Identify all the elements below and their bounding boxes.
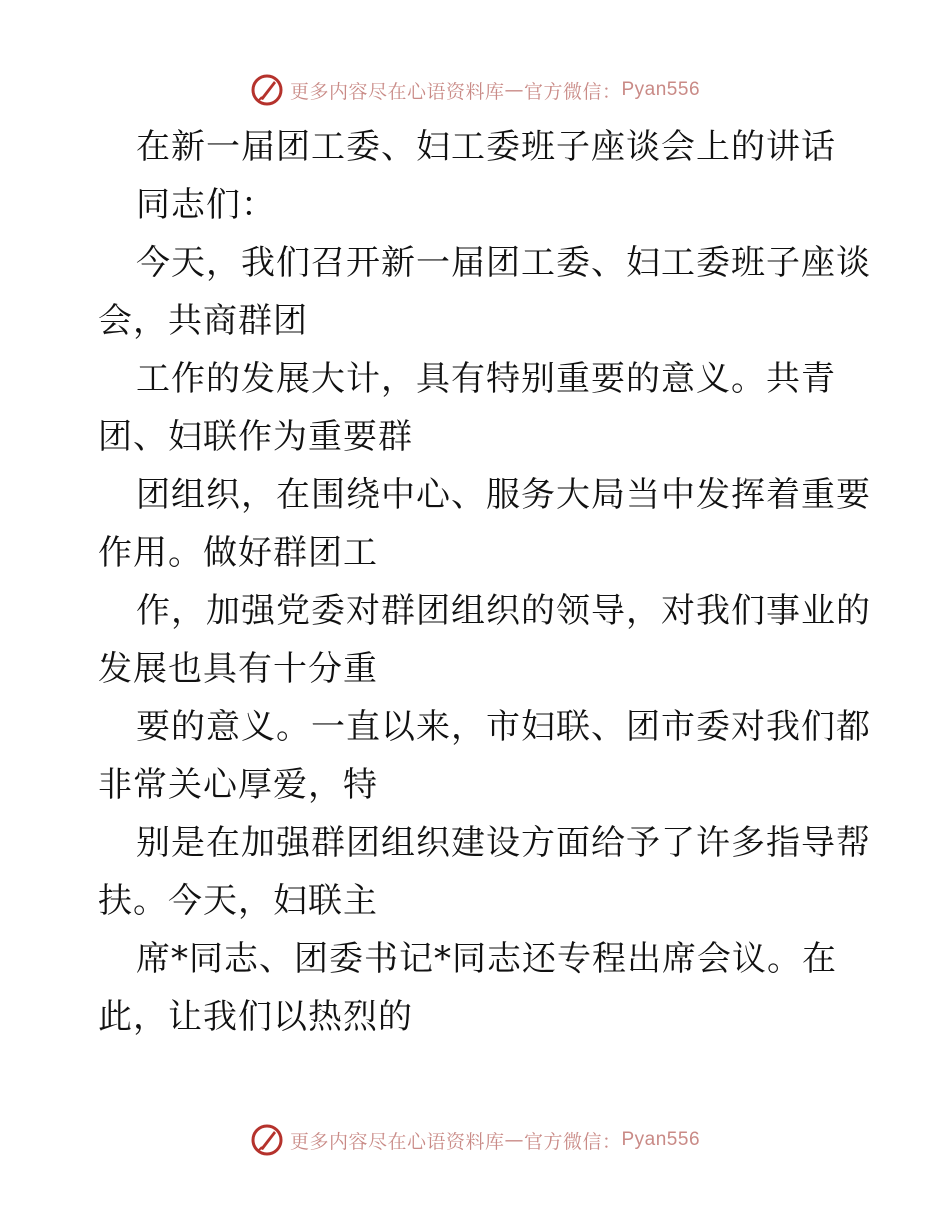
document-lines [98, 176, 871, 1046]
text-line: 工作的发展大计，具有特别重要的意义。共青 [136, 359, 836, 399]
text-line: 作用。做好群团工 [98, 533, 378, 573]
banner-text: 更多内容尽在心语资料库 [289, 1130, 505, 1153]
text-line: 今天，我们召开新一届团工委、妇工委班子座谈 [136, 243, 871, 283]
banner-wechat-label: 官方微信： [523, 1130, 622, 1153]
text-line: 作，加强党委对群团组织的领导，对我们事业的 [136, 591, 871, 631]
text-line: 扶。今天，妇联主 [98, 881, 378, 921]
text-line: 要的意义。一直以来，市妇联、团市委对我们都 [136, 707, 871, 747]
document-body [98, 118, 871, 1046]
text-line: 团、妇联作为重要群 [98, 417, 413, 457]
banner-wechat-id: Pyan556 [621, 79, 701, 100]
banner-dash: — [504, 1129, 524, 1151]
footer-banner [0, 1120, 950, 1160]
banner-wechat-label: 官方微信： [523, 80, 622, 103]
banner-wechat-id: Pyan556 [621, 1129, 701, 1150]
quill-logo-icon [250, 73, 284, 107]
text-line: 发展也具有十分重 [98, 649, 378, 689]
banner-text: 更多内容尽在心语资料库 [289, 80, 505, 103]
text-line: 非常关心厚爱，特 [98, 765, 378, 805]
text-line: 席*同志、团委书记*同志还专程出席会议。在 [136, 939, 837, 979]
header-banner [0, 70, 950, 110]
document-title: 在新一届团工委、妇工委班子座谈会上的讲话 [136, 127, 836, 167]
banner-dash: — [504, 79, 524, 101]
text-line: 团组织，在围绕中心、服务大局当中发挥着重要 [136, 475, 871, 515]
text-line: 别是在加强群团组织建设方面给予了许多指导帮 [136, 823, 871, 863]
text-line: 同志们： [136, 185, 276, 225]
text-line: 会，共商群团 [98, 301, 308, 341]
quill-logo-icon [250, 1123, 284, 1157]
text-line: 此，让我们以热烈的 [98, 997, 413, 1037]
